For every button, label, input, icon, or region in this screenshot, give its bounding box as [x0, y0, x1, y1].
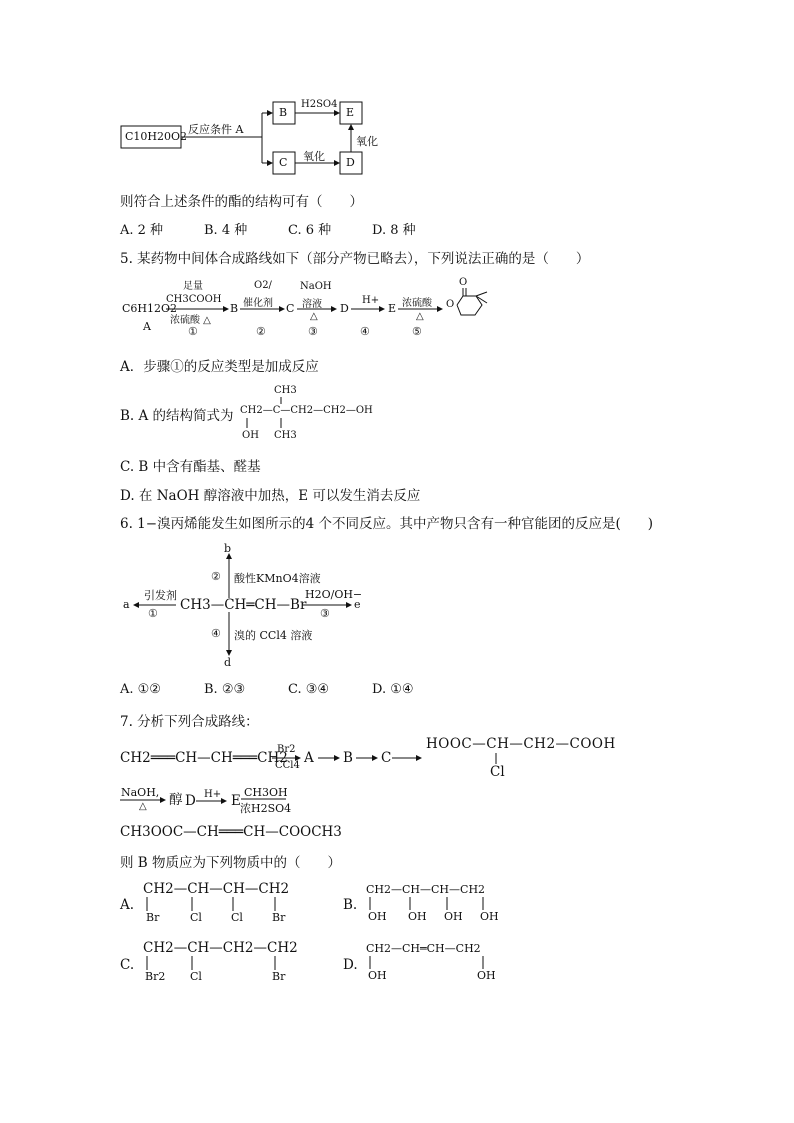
q7-option-a-sub-2: Cl	[190, 911, 202, 924]
q4-c-to-d-reagent: 氧化	[303, 150, 325, 163]
q7-option-a-sub-3: Cl	[231, 911, 243, 924]
q5-stem: 5. 某药物中间体合成路线如下（部分产物已略去），下列说法正确的是（ ）	[120, 251, 590, 267]
q7-line2-reagent-top: NaOH,	[121, 786, 160, 799]
q4-option-b: B. 4 种	[204, 223, 248, 238]
q5-option-d: D. 在 NaOH 醇溶液中加热，E 可以发生消去反应	[120, 488, 421, 504]
q6-option-c: C. ③④	[288, 682, 330, 697]
q7-line1-c: C	[381, 750, 392, 766]
q7-option-c-sub-1: Br2	[145, 970, 166, 983]
q5-option-c: C. B 中含有酯基、醛基	[120, 459, 261, 475]
q5-label-c: C	[286, 302, 295, 315]
q7-option-d-main: CH2—CH═CH—CH2	[366, 942, 481, 955]
q7-line2-h: H+	[204, 789, 222, 800]
q7-option-a-sub-4: Br	[272, 911, 286, 924]
q4-d-to-e-reagent: 氧化	[356, 135, 378, 148]
q7-option-b-sub-2: OH	[408, 910, 427, 923]
q5-option-b-below-mid: CH3	[274, 430, 297, 441]
q7-option-c-label: C.	[120, 957, 135, 973]
q5-step5-top: 浓硫酸	[402, 298, 432, 309]
q5-option-b-text: B. A 的结构简式为	[120, 408, 234, 424]
q4-label-d: D	[346, 156, 355, 169]
q5-step2-top2: 催化剂	[243, 298, 273, 309]
q4-start-formula: C10H20O2	[125, 130, 188, 143]
q6-right-number: ③	[320, 607, 330, 620]
q7-option-a-sub-1: Br	[146, 911, 160, 924]
q5-step5-number: ⑤	[412, 325, 422, 338]
q7-line1-a: A	[304, 750, 314, 766]
q7-option-a-label: A.	[120, 897, 135, 913]
q5-step3-number: ③	[308, 325, 318, 338]
q5-start-label: A	[143, 320, 151, 333]
q7-line1-reagent-bottom: CCl4	[275, 760, 300, 771]
q6-stem: 6. 1−溴丙烯能发生如图所示的4 个不同反应。其中产物只含有一种官能团的反应是( )	[120, 516, 653, 532]
q6-option-b: B. ②③	[204, 682, 246, 697]
q7-line2-e-top: CH3OH	[244, 786, 288, 799]
q7-stem: 7. 分析下列合成路线：	[120, 714, 259, 730]
q5-step3-top2: 溶液	[302, 299, 322, 310]
q4-b-to-e-reagent: H2SO4	[301, 99, 338, 110]
q4-option-d: D. 8 种	[372, 223, 416, 238]
q7-line1-product: HOOC—CH—CH2—COOH	[426, 736, 616, 752]
q6-label-d: d	[224, 656, 232, 669]
q6-up-number: ②	[211, 570, 221, 583]
q7-line3: CH3OOC—CH═══CH—COOCH3	[120, 824, 342, 840]
q5-step2-number: ②	[256, 325, 266, 338]
q7-option-b-sub-3: OH	[444, 910, 463, 923]
q4-question: 则符合上述条件的酯的结构可有（ ）	[120, 194, 363, 210]
q6-left-number: ①	[148, 607, 158, 620]
q7-option-b-sub-1: OH	[368, 910, 387, 923]
q7-option-d-label: D.	[343, 957, 358, 973]
q4-label-b: B	[279, 106, 288, 119]
q5-product-ring-o: O	[446, 299, 455, 310]
q5-step1-number: ①	[188, 325, 198, 338]
q5-step1-bottom: 浓硫酸 △	[170, 315, 211, 326]
q7-option-d-sub-1: OH	[368, 969, 387, 982]
q5-step3-bottom: △	[310, 311, 318, 322]
q6-label-e: e	[354, 598, 361, 611]
q6-center-formula: CH3—CH═CH—Br	[180, 597, 307, 613]
q7-line2-e-bottom: 浓H2SO4	[240, 802, 292, 815]
q7-option-b-sub-4: OH	[480, 910, 499, 923]
q7-option-d-sub-2: OH	[477, 969, 496, 982]
q7-option-b-main: CH2—CH—CH—CH2	[366, 883, 486, 896]
q6-label-b: b	[224, 542, 232, 555]
q7-option-b-label: B.	[343, 897, 358, 913]
q5-option-b-below-left: OH	[242, 430, 259, 441]
q7-line1-b: B	[343, 750, 353, 766]
q4-condition-label: 反应条件 A	[188, 123, 244, 136]
q7-question: 则 B 物质应为下列物质中的（ ）	[120, 855, 342, 871]
q4-label-e: E	[346, 106, 355, 119]
q5-step3-top1: NaOH	[300, 281, 332, 292]
q7-line2-d: D	[185, 793, 196, 809]
q7-line2-e: E	[231, 793, 241, 809]
q7-line2-alcohol: 醇	[169, 792, 183, 808]
q5-option-b-main: CH2—C—CH2—CH2—OH	[240, 405, 373, 416]
q6-up-reagent: 酸性KMnO4溶液	[234, 572, 321, 585]
q6-option-a: A. ①②	[120, 682, 161, 697]
q6-left-reagent: 引发剂	[144, 589, 177, 602]
q7-line1-product-cl: Cl	[490, 764, 505, 780]
q5-step4-top: H+	[362, 295, 380, 306]
q6-right-reagent: H2O/OH−	[305, 588, 363, 601]
q7-line2-reagent-bottom: △	[139, 801, 147, 812]
q5-option-b-top: CH3	[274, 385, 297, 396]
q5-label-b: B	[230, 302, 239, 315]
q4-option-c: C. 6 种	[288, 223, 332, 238]
q5-product-carbonyl-o: O	[459, 277, 468, 288]
q5-step2-top1: O2/	[254, 280, 272, 291]
q7-option-a-main: CH2—CH—CH—CH2	[143, 881, 290, 897]
q5-step1-top2: CH3COOH	[166, 294, 222, 305]
q5-step1-top1: 足量	[183, 281, 203, 292]
q7-option-c-sub-2: Cl	[190, 970, 202, 983]
q7-option-c-sub-3: Br	[272, 970, 286, 983]
q7-line1-reagent-top: Br2	[277, 744, 296, 755]
q6-option-d: D. ①④	[372, 682, 414, 697]
q4-label-c: C	[279, 156, 288, 169]
q6-label-a: a	[123, 598, 130, 611]
q5-step4-number: ④	[360, 325, 370, 338]
q6-down-reagent: 溴的 CCl4 溶液	[234, 629, 313, 642]
q5-step5-bottom: △	[416, 311, 424, 322]
q4-option-a: A. 2 种	[120, 223, 164, 238]
q5-option-a: A．步骤①的反应类型是加成反应	[120, 359, 319, 375]
q6-down-number: ④	[211, 627, 221, 640]
q7-option-c-main: CH2—CH—CH2—CH2	[143, 940, 298, 956]
q5-label-e: E	[388, 302, 397, 315]
q7-line1-start: CH2═══CH—CH═══CH2	[120, 750, 288, 766]
q5-label-d: D	[340, 302, 349, 315]
q5-start-formula: C6H12O2	[122, 302, 178, 315]
